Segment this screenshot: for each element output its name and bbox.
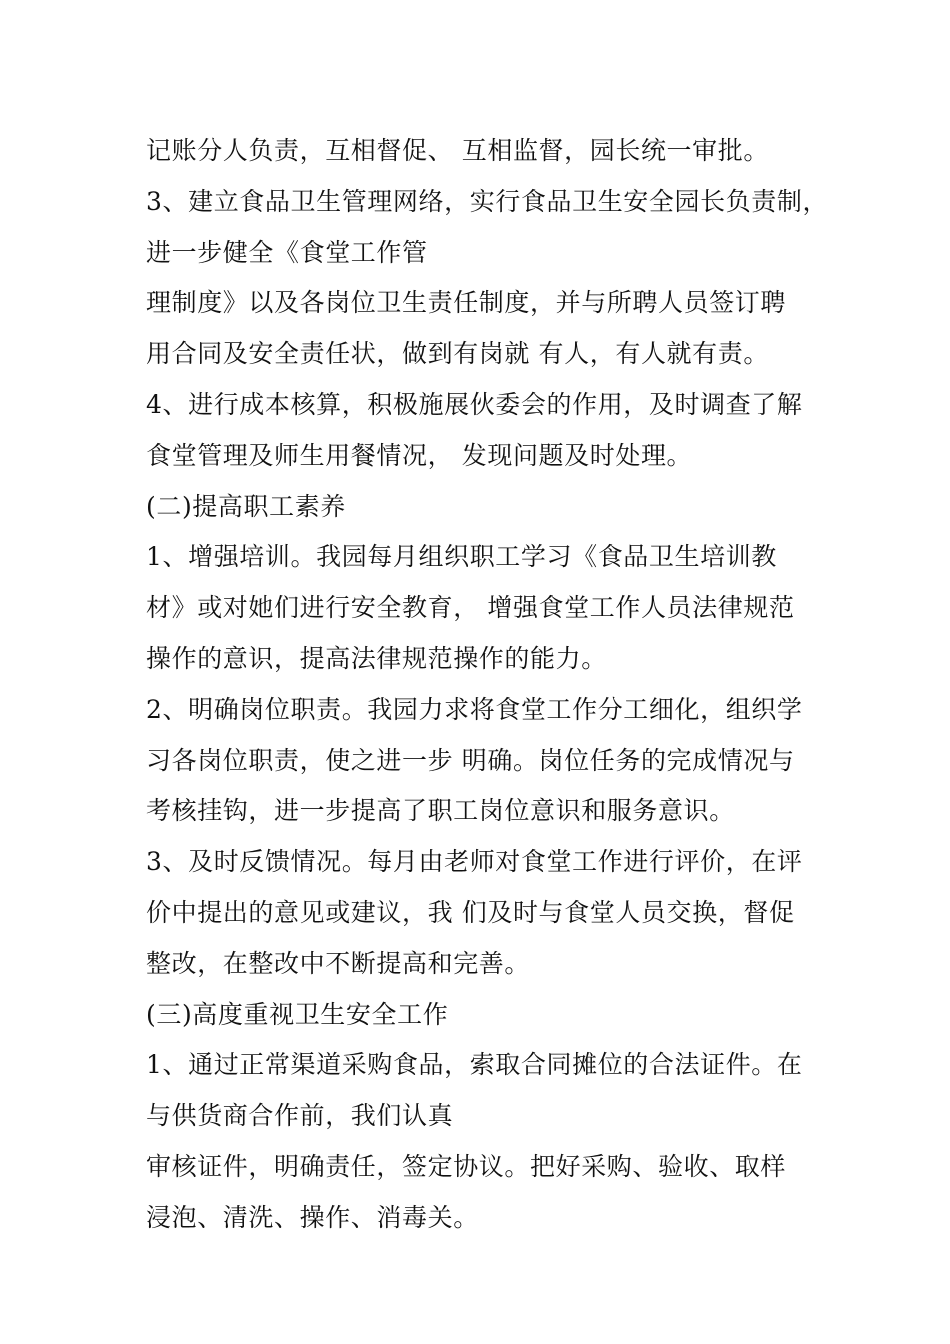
text-line: 记账分人负责，互相督促、 互相监督，园长统一审批。 — [146, 136, 769, 165]
section-heading: (三)高度重视卫生安全工作 — [146, 999, 449, 1029]
text-line: 3、建立食品卫生管理网络，实行食品卫生安全园长负责制， — [146, 186, 829, 216]
text-line: 进一步健全《食堂工作管 — [146, 237, 428, 267]
text-line: 2、明确岗位职责。我园力求将食堂工作分工细化，组织学 — [146, 694, 803, 724]
text-line: 材》或对她们进行安全教育， 增强食堂工作人员法律规范 — [146, 593, 795, 623]
section-heading: (二)提高职工素养 — [146, 491, 346, 521]
text-line: 整改，在整改中不断提高和完善。 — [146, 948, 531, 978]
text-line: 操作的意识，提高法律规范操作的能力。 — [146, 643, 607, 673]
text-line: 考核挂钩，进一步提高了职工岗位意识和服务意识。 — [146, 796, 735, 826]
text-line: 3、及时反馈情况。每月由老师对食堂工作进行评价，在评 — [146, 847, 803, 877]
text-line: 价中提出的意见或建议，我 们及时与食堂人员交换，督促 — [146, 897, 795, 927]
text-line: 习各岗位职责，使之进一步 明确。岗位任务的完成情况与 — [146, 745, 795, 775]
text-line: 理制度》以及各岗位卫生责任制度，并与所聘人员签订聘 — [146, 288, 787, 318]
text-line: 用合同及安全责任状，做到有岗就 有人，有人就有责。 — [146, 339, 769, 369]
text-line: 浸泡、清洗、操作、消毒关。 — [146, 1202, 479, 1232]
text-line: 与供货商合作前，我们认真 — [146, 1101, 454, 1131]
text-line: 1、通过正常渠道采购食品，索取合同摊位的合法证件。在 — [146, 1050, 803, 1080]
text-line: 食堂管理及师生用餐情况， 发现问题及时处理。 — [146, 440, 693, 470]
text-line: 1、增强培训。我园每月组织职工学习《食品卫生培训教 — [146, 542, 777, 572]
text-line: 审核证件，明确责任，签定协议。把好采购、验收、取样 — [146, 1151, 787, 1181]
document-body — [146, 126, 846, 1244]
text-line: 4、进行成本核算，积极施展伙委会的作用，及时调查了解 — [146, 389, 803, 419]
